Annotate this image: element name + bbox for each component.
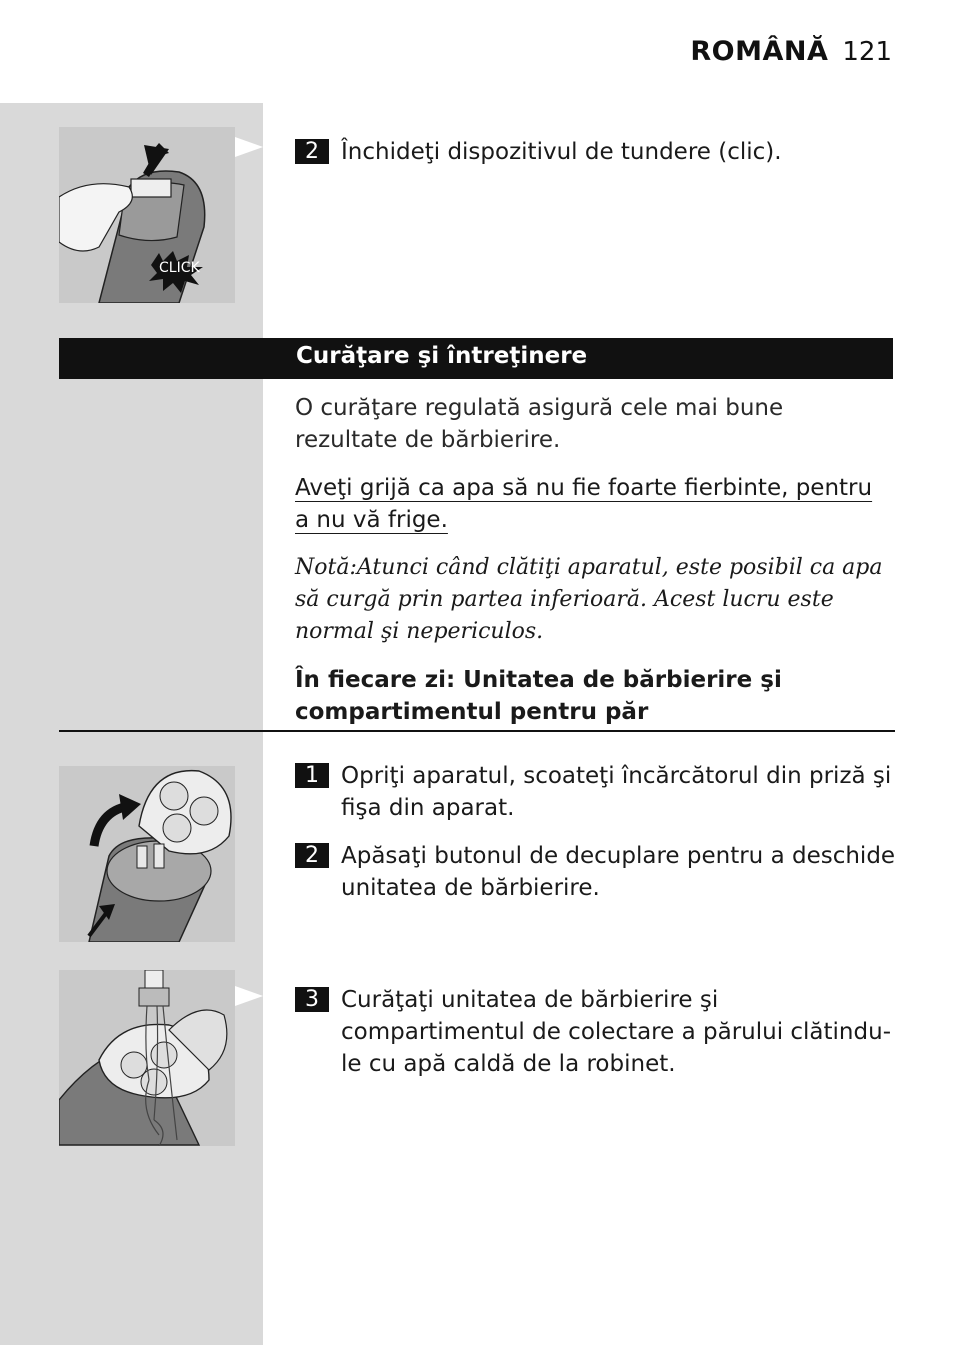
section-divider: [59, 730, 895, 732]
step-2: [295, 840, 896, 904]
click-badge: CLICK: [159, 260, 200, 276]
page-header: [690, 36, 892, 67]
figure-pointer: [235, 986, 263, 1006]
section-title-bar: [59, 338, 893, 379]
step-text: Apăsaţi butonul de decuplare pentru a deschide unitatea de bărbierire.: [341, 843, 896, 901]
shaver-open-unit-illustration: [59, 766, 235, 942]
step-number: 2: [295, 139, 329, 164]
shaver-rinse-tap-illustration: [59, 970, 235, 1146]
step-text: Curăţaţi unitatea de bărbierire şi compartimentul de colectare a părului clătindu-le cu apă caldă de la robinet.: [341, 987, 891, 1077]
note-text: Atunci când clătiţi aparatul, este posibil ca apa să curgă prin partea inferioară. Acest lucru este normal şi nepericulos.: [295, 555, 883, 644]
page-number: 121: [842, 37, 892, 67]
warning-paragraph: Aveţi grijă ca apa să nu fie foarte fierbinte, pentru a nu vă frige.: [295, 475, 873, 533]
note-label: Notă:: [295, 555, 357, 580]
note-paragraph: [295, 552, 895, 648]
step-number: 2: [295, 843, 329, 868]
step-text: Închideţi dispozitivul de tundere (clic).: [341, 139, 782, 165]
step-number: 3: [295, 987, 329, 1012]
shaver-trimmer-close-illustration: [59, 127, 235, 303]
step-number: 1: [295, 763, 329, 788]
figure-pointer: [235, 137, 263, 157]
section-title: Curăţare şi întreţinere: [296, 343, 588, 369]
step-3: [295, 984, 896, 1080]
step-close-trimmer: [295, 136, 896, 168]
step-1: [295, 760, 896, 824]
daily-subheading: În fiecare zi: Unitatea de bărbierire şi compartimentul pentru păr: [295, 667, 782, 725]
language-label: ROMÂNĂ: [690, 36, 829, 67]
step-text: Opriţi aparatul, scoateţi încărcătorul din priză şi fişa din aparat.: [341, 763, 892, 821]
intro-paragraph: O curăţare regulată asigură cele mai bune rezultate de bărbierire.: [295, 395, 784, 453]
